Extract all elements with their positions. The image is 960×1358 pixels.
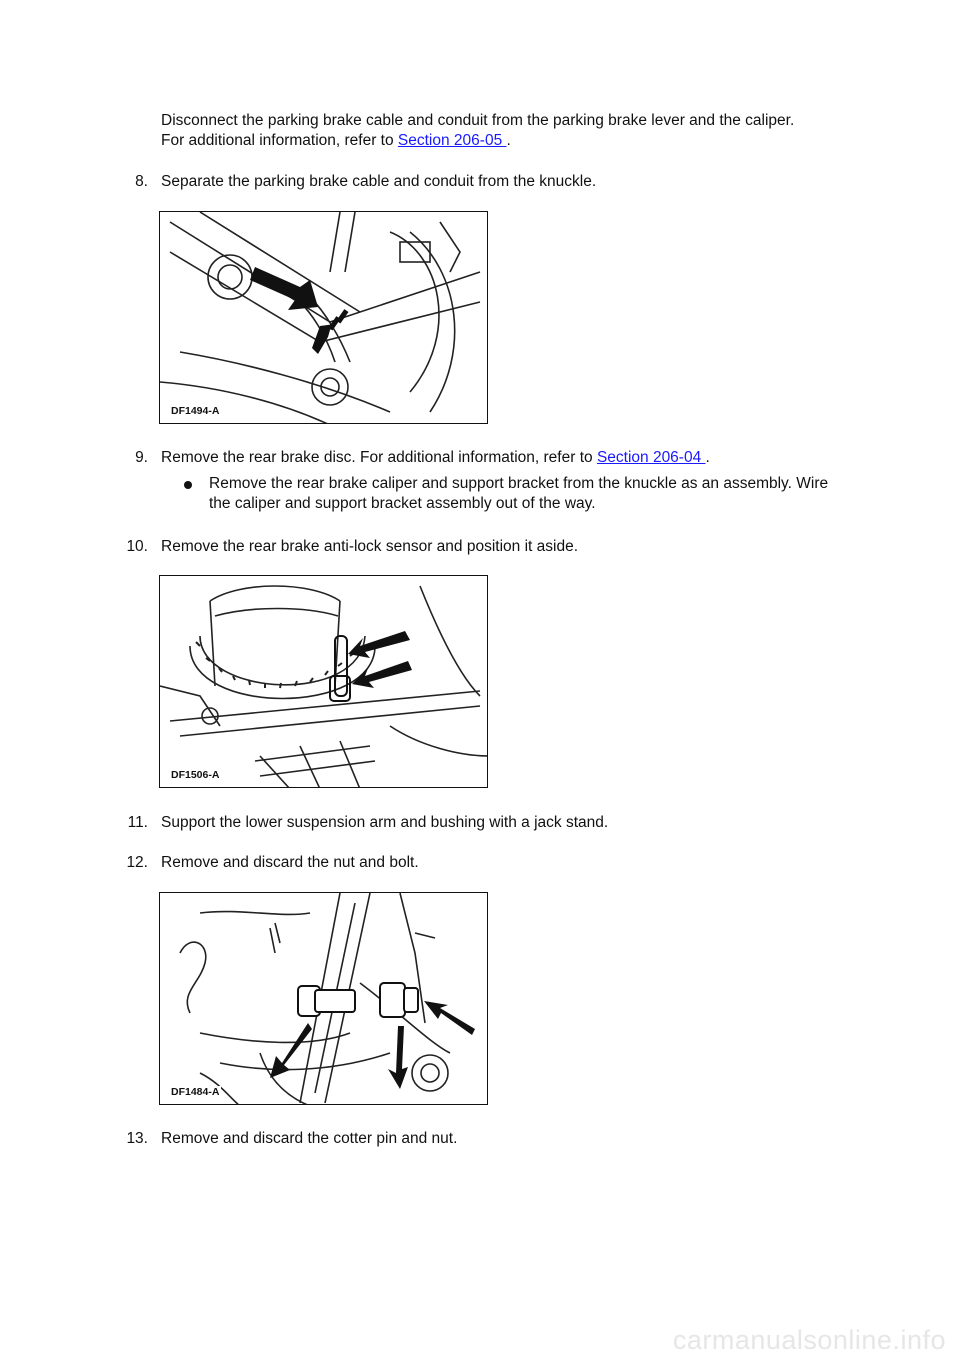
step-number: 8.	[135, 173, 148, 190]
intro-line-2-suffix: .	[506, 132, 511, 149]
section-206-04-link[interactable]: Section 206-04	[596, 449, 706, 466]
illustration-abs-sensor	[159, 575, 488, 788]
abs-sensor-drawing	[160, 576, 488, 788]
step-8	[0, 172, 960, 194]
cable-knuckle-drawing	[160, 212, 488, 424]
step-text-suffix: .	[705, 449, 710, 466]
intro-line-2-prefix: For additional information, refer to	[161, 132, 398, 149]
step-11	[0, 813, 960, 835]
step-text	[161, 448, 710, 468]
intro-line-1: Disconnect the parking brake cable and conduit from the parking brake lever and the caliper.	[161, 112, 795, 129]
step-number: 9.	[135, 449, 148, 466]
intro-paragraph	[161, 111, 794, 151]
figure-label: DF1494-A	[171, 405, 220, 417]
bullet-text: Remove the rear brake caliper and support bracket from the knuckle as an assembly. Wire the caliper and support bracket assembly out of the way.	[209, 475, 829, 512]
step-number: 10.	[126, 538, 148, 555]
step-9	[0, 448, 960, 470]
illustration-parking-brake-cable	[159, 211, 488, 424]
step-text: Remove and discard the nut and bolt.	[161, 854, 419, 871]
step-13	[0, 1129, 960, 1151]
bullet-dot-icon	[184, 481, 192, 489]
step-number: 13.	[126, 1130, 148, 1147]
nut-bolt-drawing	[160, 893, 488, 1105]
step-number: 12.	[126, 854, 148, 871]
step-text: Separate the parking brake cable and conduit from the knuckle.	[161, 173, 597, 190]
figure-label: DF1484-A	[171, 1086, 220, 1098]
step-text: Support the lower suspension arm and bushing with a jack stand.	[161, 814, 609, 831]
illustration-nut-and-bolt	[159, 892, 488, 1105]
section-206-05-link[interactable]: Section 206-05	[397, 132, 507, 149]
step-12	[0, 853, 960, 875]
step-text: Remove and discard the cotter pin and nut.	[161, 1130, 458, 1147]
step-text-prefix: Remove the rear brake disc. For additional information, refer to	[161, 449, 597, 466]
step-10	[0, 537, 960, 559]
step-number: 11.	[127, 814, 148, 831]
step-text: Remove the rear brake anti-lock sensor and position it aside.	[161, 538, 578, 555]
figure-label: DF1506-A	[171, 769, 220, 781]
watermark: carmanualsonline.info	[672, 1325, 946, 1355]
